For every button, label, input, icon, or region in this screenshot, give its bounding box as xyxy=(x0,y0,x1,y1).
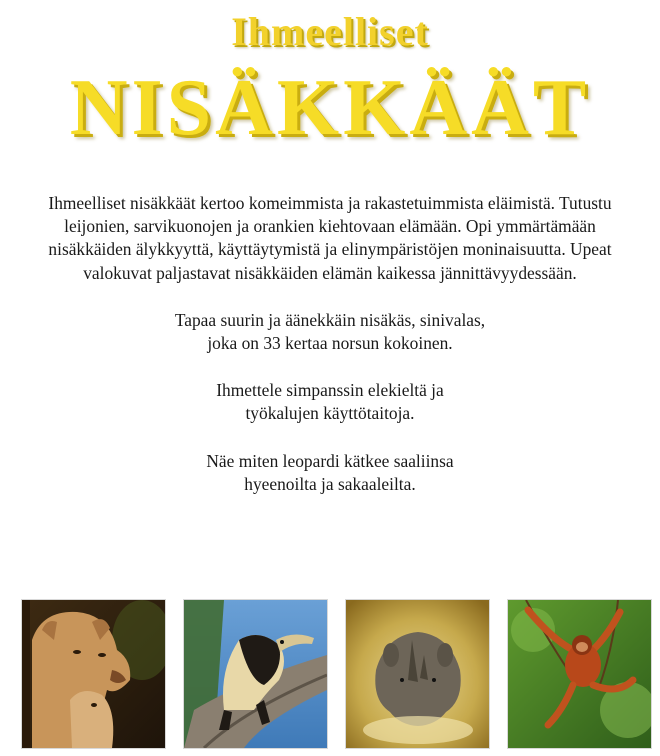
blurb-paragraph-chimp: Ihmettele simpanssin elekieltä ja työkalujen käyttötaitoja. xyxy=(216,380,444,424)
title-small: Ihmeelliset xyxy=(231,9,429,54)
lion-photo xyxy=(22,600,165,748)
photo-strip xyxy=(0,600,660,748)
title-big: NISÄKKÄÄT xyxy=(69,64,591,152)
blurb-paragraph-whale: Tapaa suurin ja äänekkäin nisäkäs, sinivalas, joka on 33 kertaa norsun kokoinen. xyxy=(174,309,486,354)
orangutan-photo xyxy=(508,600,651,748)
blurb-paragraph-intro: Ihmeelliset nisäkkäät kertoo komeimmista ja rakastetuimmista eläimistä. Tutustu leijonien, sarvikuonojen ja orankien kiehtovaan elämään. Opi ymmärtämään nisäkkäiden älykkyyttä, käyttäytymistä ja elinympäristöjen moninaisuutta. Upeat valokuvat paljastavat nisäkkäiden elämän kaikessa jännittävyydessään. xyxy=(48,193,612,283)
anteater-photo xyxy=(184,600,327,748)
rhino-photo xyxy=(346,600,489,748)
blurb-text xyxy=(40,192,620,520)
blurb-paragraph-leopard: Näe miten leopardi kätkee saaliinsa hyeenoilta ja sakaaleilta. xyxy=(206,450,454,494)
